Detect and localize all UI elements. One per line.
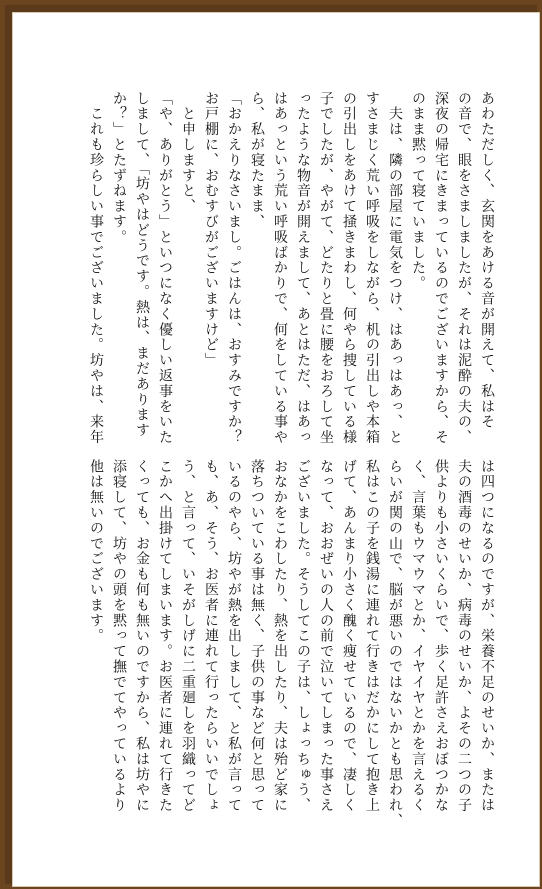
text-line: 夫の酒毒のせいか、病毒のせいか、よその二つの子: [456, 459, 472, 814]
text-line: 供よりも小さいくらいで、歩く足許さえおぼつかな: [433, 459, 449, 814]
text-line: いるのやら、坊やが熱を出しまして、と私が言って: [226, 459, 242, 814]
text-line: 私はこの子を銭湯に連れて行きはだかにして抱き上: [364, 459, 380, 814]
text-line: 深夜の帰宅にきまっているのでございますから、そ: [433, 91, 449, 446]
text-line: く、言葉もウマウマとか、イヤイヤとかを言えるく: [410, 459, 426, 814]
text-line: 子でしたが、やがて、どたりと畳に腰をおろして坐: [318, 91, 334, 446]
page-paper: [12, 12, 540, 887]
text-line: げて、あんまり小さく醜く痩せているので、凄しく: [341, 459, 357, 814]
text-line: はあっという荒い呼吸ばかりで、何をしている事や: [272, 91, 288, 446]
text-line: 「や、ありがとう」といつになく優しい返事をいた: [157, 91, 173, 446]
text-line: と申しますと、: [180, 91, 196, 215]
text-line: ったような物音が開えまして、あとはただ、はあっ: [295, 91, 311, 446]
text-line: 「おかえりなさいまし。ごはんは、おすみですか？: [226, 91, 242, 446]
text-line: か？」とたずねます。: [111, 91, 127, 245]
text-line: こかへ出掛けてしまいます。お医者に連れて行きた: [157, 459, 173, 814]
text-line: 夫は、隣の部屋に電気をつけ、はあっはあっ、と: [387, 91, 403, 446]
text-line: おなかをこわしたり、熱を出したり、夫は殆ど家に: [272, 459, 288, 814]
text-line: しまして、「坊やはどうです。熱は、まだあります: [134, 91, 150, 439]
text-line: う、と言って、いそがしげに二重廻しを羽織ってど: [180, 459, 196, 814]
text-line: ら、私が寝たまま、: [249, 91, 265, 230]
text-line: らいが関の山で、脳が悪いのではないかとも思われ、: [387, 459, 403, 829]
text-line: なって、おおぜいの人の前で泣いてしまった事さえ: [318, 459, 334, 814]
text-line: も、あ、そう、お医者に連れて行ったらいいでしょ: [203, 459, 219, 814]
text-line: これも珍らしい事でございました。坊やは、来年: [88, 91, 104, 446]
text-line: のまま黙って寝ていました。: [410, 91, 426, 292]
text-line: あわただしく、玄関をあける音が開えて、私はそ: [479, 91, 495, 430]
text-line: お戸棚に、おむすびがございますけど」: [203, 91, 219, 369]
text-line: 落ちついている事は無く、子供の事など何と思って: [249, 459, 265, 814]
text-line: 他は無いのでございます。: [88, 459, 104, 644]
text-line: 添寝して、坊やの頭を黙って撫でてやっているより: [111, 459, 127, 814]
text-line: は四つになるのですが、栄養不足のせいか、または: [479, 459, 495, 814]
text-block-upper: [84, 91, 498, 446]
text-line: すさまじく荒い呼吸をしながら、机の引出しや本箱: [364, 91, 380, 446]
text-line: の音で、眼をさましましたが、それは泥酔の夫の、: [456, 91, 472, 446]
text-line: の引出しをあけて掻きまわし、何やら捜している様: [341, 91, 357, 446]
text-line: ございました。そうしてこの子は、しょっちゅう、: [295, 459, 311, 814]
text-block-lower: [84, 459, 498, 829]
text-line: くっても、お金も何も無いのですから、私は坊やに: [134, 459, 150, 814]
